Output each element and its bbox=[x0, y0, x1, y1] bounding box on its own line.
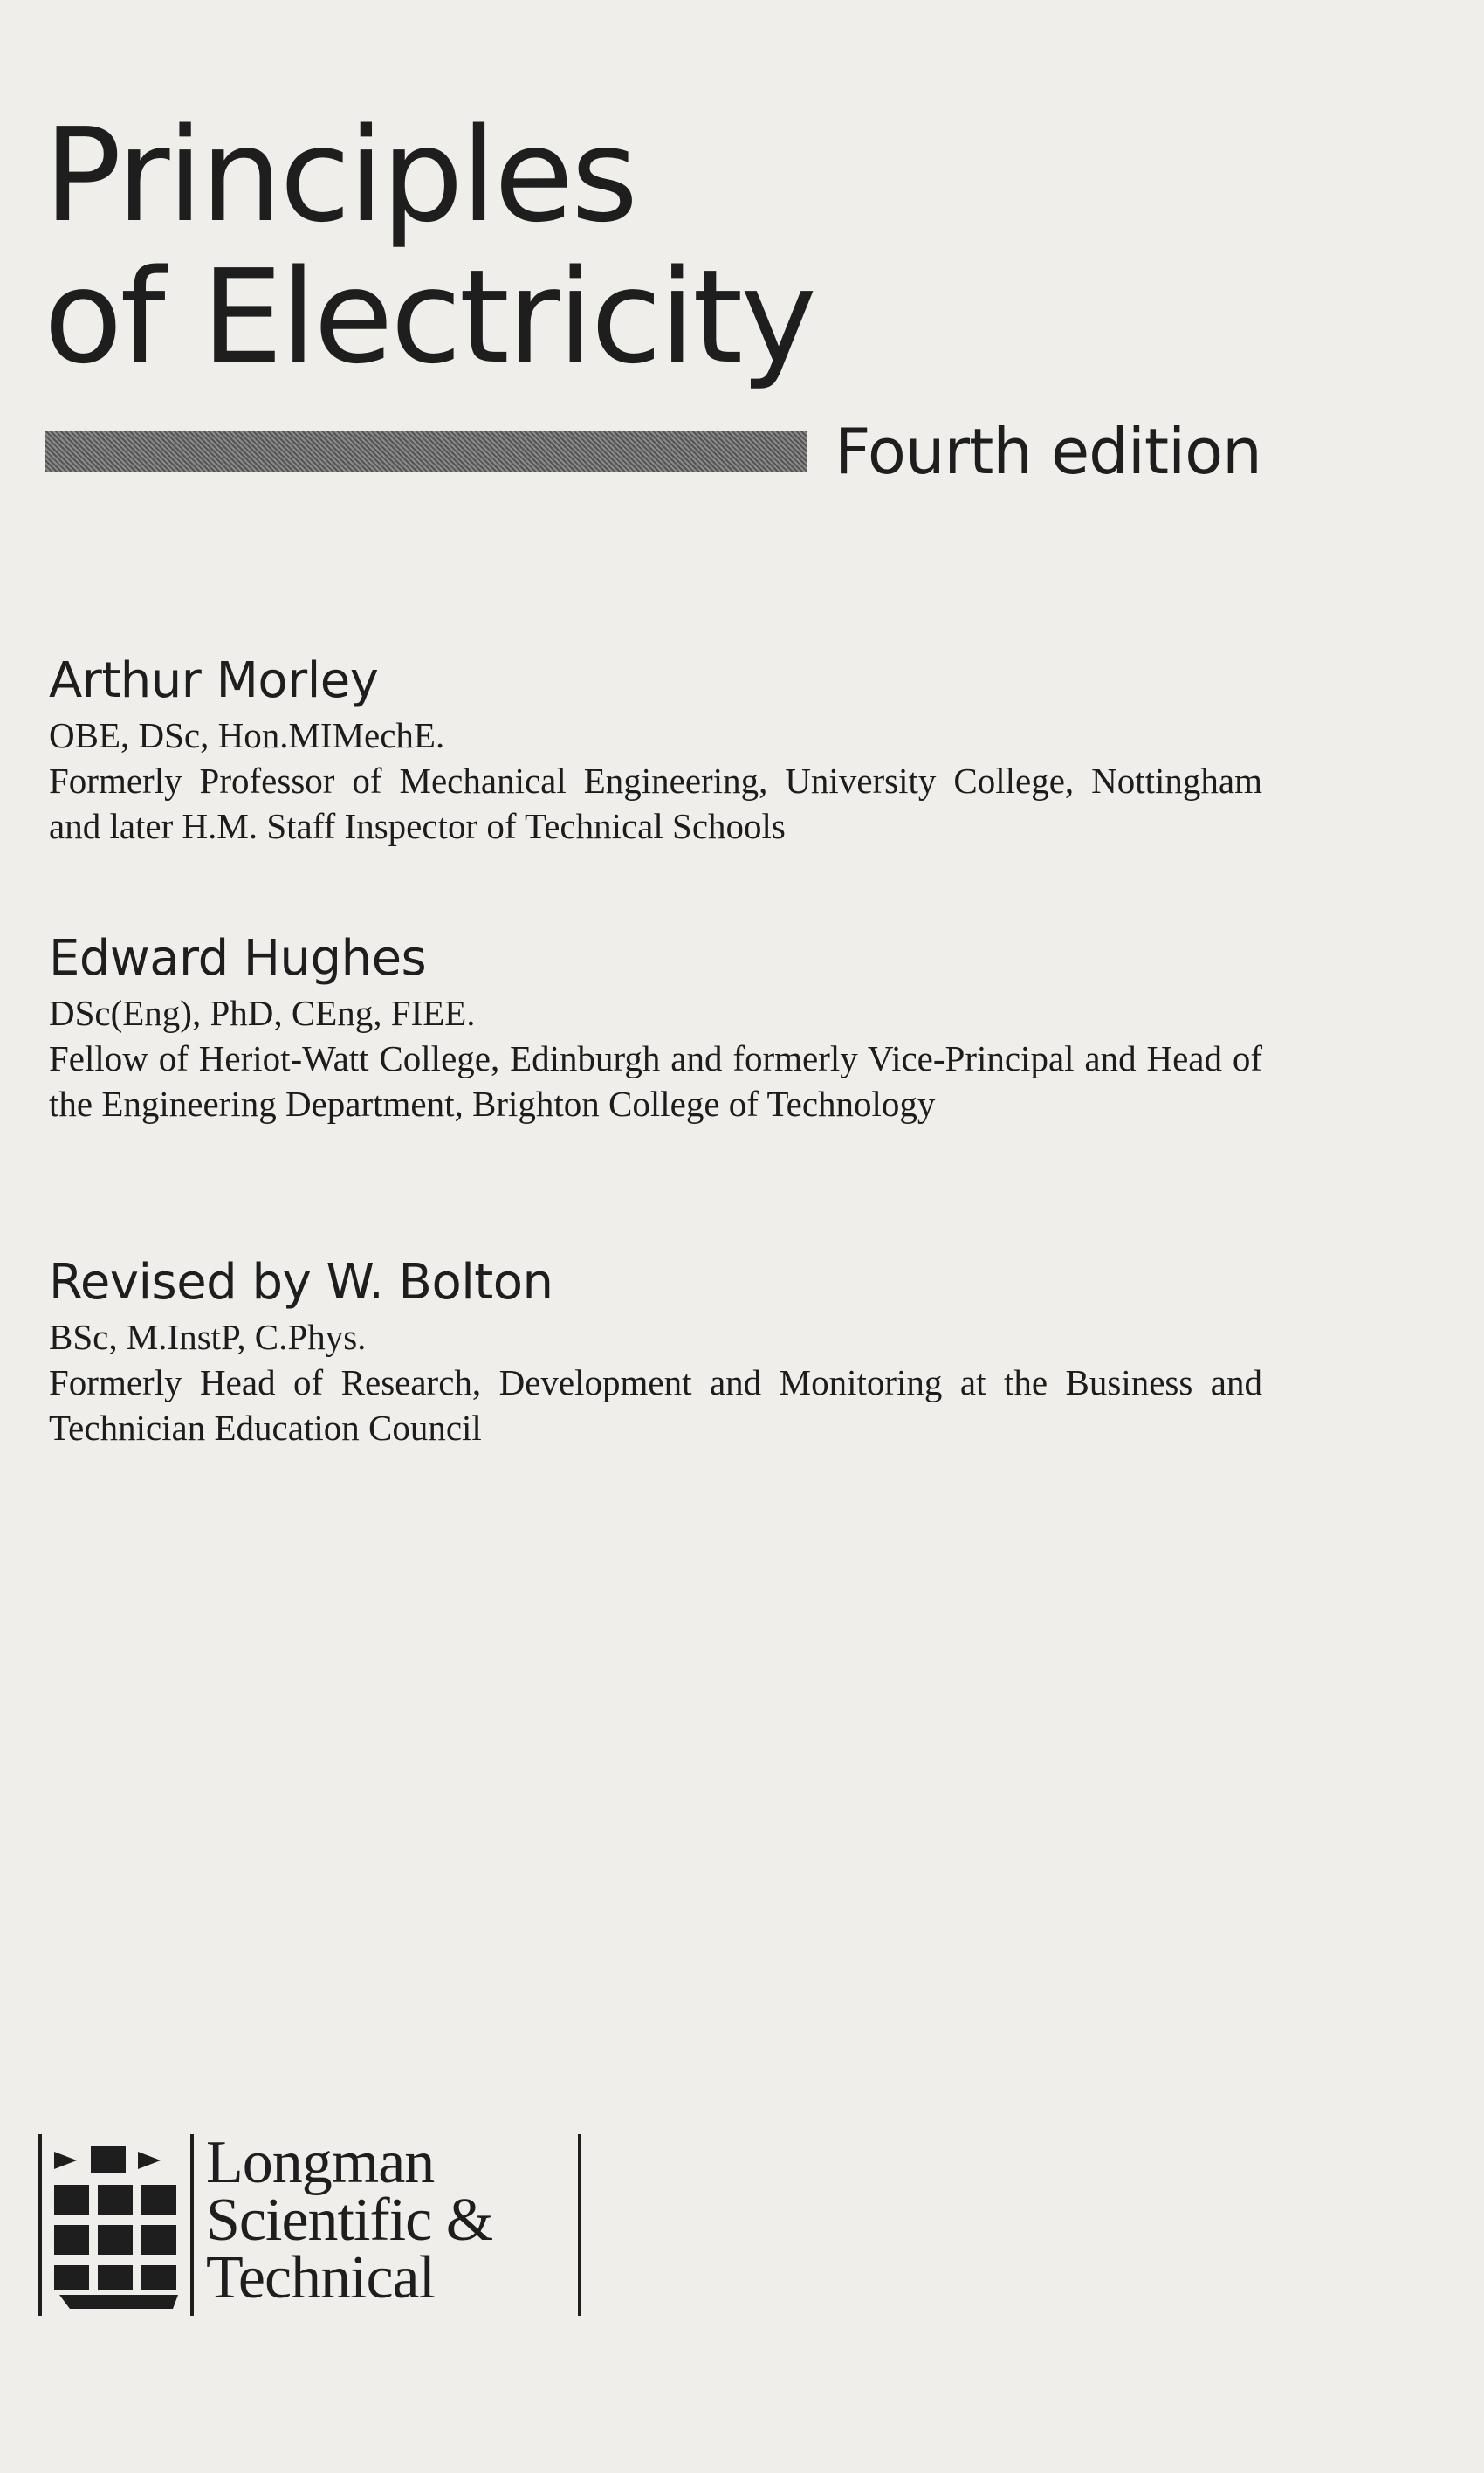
publisher-line-3: Technical bbox=[206, 2244, 436, 2311]
publisher-line-1: Longman bbox=[206, 2129, 435, 2196]
author-description: Formerly Head of Research, Development and Monitoring at the Business and Technician Education Council bbox=[49, 1362, 1262, 1448]
author-qualifications: BSc, M.InstP, C.Phys. bbox=[49, 1317, 367, 1357]
author-block-morley bbox=[49, 653, 1262, 849]
edition-rule bbox=[45, 431, 807, 472]
book-title bbox=[44, 100, 814, 392]
author-qualifications: OBE, DSc, Hon.MIMechE. bbox=[49, 715, 445, 755]
edition-label: Fourth edition bbox=[835, 415, 1261, 488]
title-line-1: Principles bbox=[44, 100, 636, 251]
publisher-name bbox=[206, 2129, 493, 2311]
author-name: Arthur Morley bbox=[49, 652, 379, 709]
logo-middle-rule bbox=[190, 2134, 194, 2316]
author-description: Formerly Professor of Mechanical Engineering, University College, Nottingham and later H.M. Staff Inspector of Technical Schools bbox=[49, 761, 1262, 846]
author-block-bolton bbox=[49, 1255, 1262, 1450]
logo-left-rule bbox=[38, 2134, 42, 2316]
publisher-line-2: Scientific & bbox=[206, 2187, 493, 2254]
author-name: Edward Hughes bbox=[49, 930, 427, 987]
author-block-hughes bbox=[49, 931, 1262, 1126]
logo-right-rule bbox=[578, 2134, 581, 2316]
longman-ship-icon bbox=[51, 2141, 183, 2312]
author-qualifications: DSc(Eng), PhD, CEng, FIEE. bbox=[49, 993, 476, 1033]
title-line-2: of Electricity bbox=[44, 242, 814, 392]
publisher-logo bbox=[38, 2129, 583, 2316]
author-description: Fellow of Heriot-Watt College, Edinburgh and formerly Vice-Principal and Head of the Engineering Department, Brighton College of Technology bbox=[49, 1038, 1262, 1124]
author-name: Revised by W. Bolton bbox=[49, 1254, 553, 1311]
